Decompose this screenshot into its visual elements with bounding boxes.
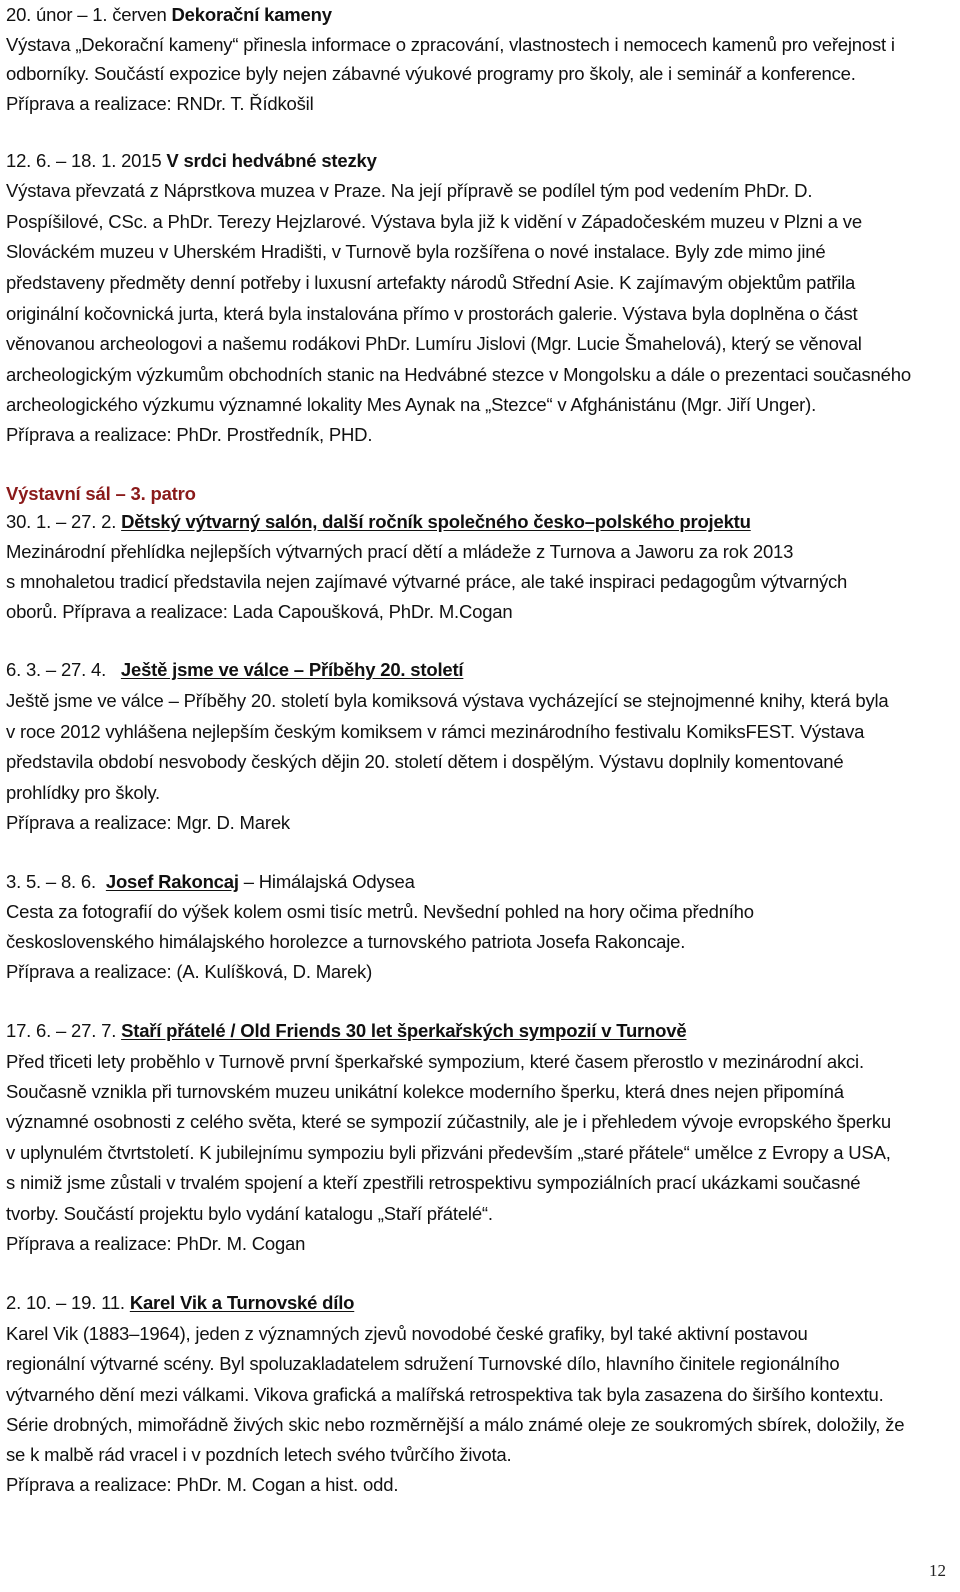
section-date: 17. 6. – 27. 7. — [6, 1020, 117, 1041]
paragraph-line: Výstava „Dekorační kameny“ přinesla informace o zpracování, vlastnostech i nemocech kamenů pro veřejnost i — [6, 34, 895, 55]
section-date: 12. 6. – 18. 1. 2015 — [6, 150, 162, 171]
section-title: Ještě jsme ve válce – Příběhy 20. století — [120, 659, 464, 680]
paragraph-line: představila období nesvobody českých dějin 20. století dětem i dospělým. Výstavu doplnily komentované — [6, 751, 844, 772]
section-date: 30. 1. – 27. 2. — [6, 511, 117, 532]
section-title: V srdci hedvábné stezky — [166, 150, 377, 171]
section-date: 6. 3. – 27. 4. — [6, 659, 107, 680]
paragraph-line: regionální výtvarné scény. Byl spoluzakladatelem sdružení Turnovské dílo, hlavního činitele regionálního — [6, 1353, 840, 1374]
paragraph-line: s mnohaletou tradicí představila nejen zajímavé výtvarné práce, ale také inspiraci pedagogům výtvarných — [6, 571, 848, 592]
section-heading — [6, 657, 463, 683]
paragraph-line: významné osobnosti z celého světa, které se sympozií zúčastnily, ale je i přehledem vývoje evropského šperku — [6, 1111, 891, 1132]
paragraph-line: tvorby. Součástí projektu bylo vydání katalogu „Staří přátelé“. — [6, 1203, 493, 1224]
hall-heading: Výstavní sál – 3. patro — [6, 483, 196, 504]
paragraph-line: Cesta za fotografií do výšek kolem osmi tisíc metrů. Nevšední pohled na hory očima předního — [6, 901, 754, 922]
paragraph-line: Mezinárodní přehlídka nejlepších výtvarných prací dětí a mládeže z Turnova a Jaworu za rok 2013 — [6, 541, 794, 562]
section-title: Karel Vik a Turnovské dílo — [129, 1292, 355, 1313]
paragraph-line: Ještě jsme ve válce – Příběhy 20. století byla komiksová výstava vycházející se stejnojmenné knihy, která byla — [6, 690, 889, 711]
preparation-credit: Příprava a realizace: PhDr. M. Cogan a hist. odd. — [6, 1474, 399, 1495]
paragraph-line: výtvarného dění mezi válkami. Vikova grafická a malířská retrospektiva tak byla zasazena do širšího kontextu. — [6, 1384, 884, 1405]
section-heading — [6, 2, 332, 28]
section-heading — [6, 1018, 686, 1044]
preparation-credit: Příprava a realizace: RNDr. T. Řídkošil — [6, 93, 314, 114]
paragraph-line: Výstava převzatá z Náprstkova muzea v Praze. Na její přípravě se podílel tým pod vedením PhDr. D. — [6, 180, 813, 201]
section-date: 3. 5. – 8. 6. — [6, 871, 96, 892]
paragraph-line: archeologického výzkumu významné lokality Mes Aynak na „Stezce“ v Afghánistánu (Mgr. Jiří Unger). — [6, 394, 817, 415]
section-date: 2. 10. – 19. 11. — [6, 1292, 125, 1313]
section-subtitle: – Himálajská Odysea — [238, 871, 415, 892]
paragraph-line: Současně vznikla při turnovském muzeu unikátní kolekce moderního šperku, která dnes nejen připomíná — [6, 1081, 844, 1102]
section-heading — [6, 1290, 354, 1316]
paragraph-line: oborů. Příprava a realizace: Lada Capoušková, PhDr. M.Cogan — [6, 601, 513, 622]
paragraph-line: se k malbě rád vracel i v pozdních letech svého tvůrčího života. — [6, 1444, 512, 1465]
page-number: 12 — [929, 1561, 946, 1580]
paragraph-line: originální kočovnická jurta, která byla instalována přímo v prostorách galerie. Výstava byla doplněna o část — [6, 303, 858, 324]
preparation-credit: Příprava a realizace: PhDr. M. Cogan — [6, 1233, 306, 1254]
section-title: Dětský výtvarný salón, další ročník společného česko–polského projektu — [121, 511, 751, 532]
paragraph-line: československého himálajského horolezce a turnovského patriota Josefa Rakoncaje. — [6, 931, 686, 952]
paragraph-line: Pospíšilové, CSc. a PhDr. Terezy Hejzlarové. Výstava byla již k vidění v Západočeském muzeu v Plzni a ve — [6, 211, 862, 232]
section-title: Josef Rakoncaj — [105, 871, 239, 892]
paragraph-line: Před třiceti lety proběhlo v Turnově první šperkařské sympozium, které časem přerostlo v mezinárodní akci. — [6, 1051, 864, 1072]
section-date: 20. únor – 1. červen — [6, 4, 167, 25]
paragraph-line: v uplynulém čtvrtstoletí. K jubilejnímu sympoziu byli přizváni především „staré přátele“ umělce z Evropy a USA, — [6, 1142, 891, 1163]
paragraph-line: Karel Vik (1883–1964), jeden z významných zjevů novodobé české grafiky, byl také aktivní postavou — [6, 1323, 808, 1344]
section-heading — [6, 509, 751, 535]
paragraph-line: Slováckém muzeu v Uherském Hradišti, v Turnově byla rozšířena o nové instalace. Byly zde mimo jiné — [6, 241, 826, 262]
preparation-credit: Příprava a realizace: PhDr. Prostředník, PHD. — [6, 424, 373, 445]
paragraph-line: archeologickým výzkumům obchodních stanic na Hedvábné stezce v Mongolsku a dále o prezentaci současného — [6, 364, 911, 385]
section-title: Staří přátelé / Old Friends 30 let šperkařských sympozií v Turnově — [121, 1020, 687, 1041]
paragraph-line: v roce 2012 vyhlášena nejlepším českým komiksem v rámci mezinárodního festivalu KomiksFEST. Výstava — [6, 721, 865, 742]
paragraph-line: s nimiž jsme zůstali v trvalém spojení a kteří zpestřili retrospektivu sympoziálních prací ukázkami současné — [6, 1172, 861, 1193]
preparation-credit: Příprava a realizace: Mgr. D. Marek — [6, 812, 290, 833]
paragraph-line: odborníky. Součástí expozice byly nejen zábavné výukové programy pro školy, ale i seminář a konference. — [6, 63, 856, 84]
section-heading — [6, 869, 415, 895]
paragraph-line: prohlídky pro školy. — [6, 782, 160, 803]
paragraph-line: Série drobných, mimořádně živých skic nebo rozměrnější a málo známé oleje ze soukromých sbírek, doložily, že — [6, 1414, 905, 1435]
preparation-credit: Příprava a realizace: (A. Kulíšková, D. Marek) — [6, 961, 373, 982]
section-title: Dekorační kameny — [171, 4, 332, 25]
section-heading — [6, 148, 377, 174]
paragraph-line: představeny předměty denní potřeby i luxusní artefakty národů Střední Asie. K zajímavým objektům patřila — [6, 272, 856, 293]
paragraph-line: věnovanou archeologovi a našemu rodákovi PhDr. Lumíru Jislovi (Mgr. Lucie Šmahelová), který se věnoval — [6, 333, 862, 354]
